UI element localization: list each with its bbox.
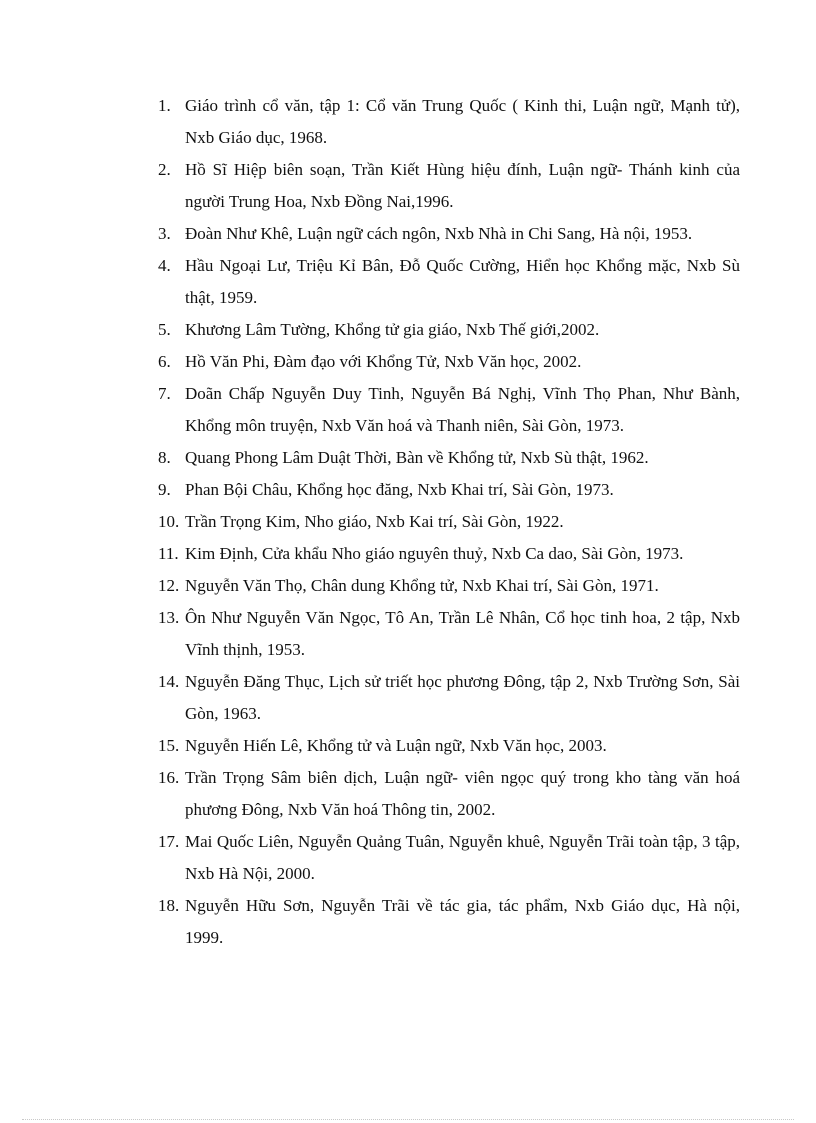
reference-number: 18.	[158, 896, 180, 915]
reference-number: 12.	[158, 576, 180, 595]
reference-item	[158, 826, 740, 890]
reference-text: Kim Định, Cửa khẩu Nho giáo nguyên thuỷ, Nxb Ca dao, Sài Gòn, 1973.	[185, 544, 684, 563]
reference-item	[158, 762, 740, 826]
reference-text: Hồ Văn Phi, Đàm đạo với Khổng Tử, Nxb Văn học, 2002.	[185, 352, 582, 371]
reference-item	[158, 442, 740, 474]
reference-number: 5.	[158, 320, 171, 339]
reference-text: Nguyễn Văn Thọ, Chân dung Khổng tử, Nxb Khai trí, Sài Gòn, 1971.	[185, 576, 659, 595]
reference-item	[158, 890, 740, 954]
reference-text: Giáo trình cổ văn, tập 1: Cổ văn Trung Quốc ( Kinh thi, Luận ngữ, Mạnh tử), Nxb Giáo dục, 1968.	[185, 96, 740, 147]
reference-number: 16.	[158, 768, 180, 787]
reference-item	[158, 666, 740, 730]
reference-list	[158, 90, 740, 954]
reference-item	[158, 538, 740, 570]
reference-item	[158, 218, 740, 250]
reference-number: 6.	[158, 352, 171, 371]
reference-text: Mai Quốc Liên, Nguyễn Quảng Tuân, Nguyễn khuê, Nguyễn Trãi toàn tập, 3 tập, Nxb Hà Nội, 2000.	[185, 832, 740, 883]
reference-text: Nguyễn Đăng Thục, Lịch sử triết học phương Đông, tập 2, Nxb Trường Sơn, Sài Gòn, 1963.	[185, 672, 740, 723]
page-bottom-divider	[22, 1119, 794, 1120]
reference-number: 10.	[158, 512, 180, 531]
reference-number: 8.	[158, 448, 171, 467]
reference-text: Doãn Chấp Nguyễn Duy Tinh, Nguyễn Bá Nghị, Vĩnh Thọ Phan, Như Bành, Khổng môn truyện, Nxb Văn hoá và Thanh niên, Sài Gòn, 1973.	[185, 384, 740, 435]
reference-text: Nguyễn Hữu Sơn, Nguyễn Trãi về tác gia, tác phẩm, Nxb Giáo dục, Hà nội, 1999.	[185, 896, 740, 947]
reference-number: 7.	[158, 384, 171, 403]
reference-item	[158, 154, 740, 218]
reference-number: 13.	[158, 608, 180, 627]
reference-number: 17.	[158, 832, 180, 851]
reference-text: Trần Trọng Sâm biên dịch, Luận ngữ- viên ngọc quý trong kho tàng văn hoá phương Đông, Nxb Văn hoá Thông tin, 2002.	[185, 768, 740, 819]
reference-number: 1.	[158, 96, 171, 115]
reference-number: 9.	[158, 480, 171, 499]
reference-text: Trần Trọng Kim, Nho giáo, Nxb Kai trí, Sài Gòn, 1922.	[185, 512, 564, 531]
reference-text: Hầu Ngoại Lư, Triệu Kỉ Bân, Đỗ Quốc Cường, Hiển học Khổng mặc, Nxb Sù thật, 1959.	[185, 256, 740, 307]
reference-number: 3.	[158, 224, 171, 243]
reference-item	[158, 378, 740, 442]
reference-item	[158, 314, 740, 346]
reference-text: Hồ Sĩ Hiệp biên soạn, Trần Kiết Hùng hiệu đính, Luận ngữ- Thánh kinh của người Trung Hoa, Nxb Đồng Nai,1996.	[185, 160, 740, 211]
reference-item	[158, 730, 740, 762]
reference-item	[158, 90, 740, 154]
reference-item	[158, 474, 740, 506]
reference-number: 4.	[158, 256, 171, 275]
reference-text: Khương Lâm Tường, Khổng tử gia giáo, Nxb Thế giới,2002.	[185, 320, 600, 339]
reference-number: 11.	[158, 544, 179, 563]
reference-number: 2.	[158, 160, 171, 179]
reference-item	[158, 602, 740, 666]
reference-item	[158, 346, 740, 378]
reference-item	[158, 250, 740, 314]
reference-number: 14.	[158, 672, 180, 691]
reference-text: Quang Phong Lâm Duật Thời, Bàn về Khổng tử, Nxb Sù thật, 1962.	[185, 448, 649, 467]
reference-item	[158, 506, 740, 538]
reference-item	[158, 570, 740, 602]
reference-number: 15.	[158, 736, 180, 755]
reference-text: Phan Bội Châu, Khổng học đăng, Nxb Khai trí, Sài Gòn, 1973.	[185, 480, 614, 499]
reference-text: Đoàn Như Khê, Luận ngữ cách ngôn, Nxb Nhà in Chi Sang, Hà nội, 1953.	[185, 224, 693, 243]
reference-text: Nguyễn Hiến Lê, Khổng tử và Luận ngữ, Nxb Văn học, 2003.	[185, 736, 607, 755]
reference-text: Ôn Như Nguyễn Văn Ngọc, Tô An, Trần Lê Nhân, Cổ học tinh hoa, 2 tập, Nxb Vĩnh thịnh, 1953.	[185, 608, 740, 659]
